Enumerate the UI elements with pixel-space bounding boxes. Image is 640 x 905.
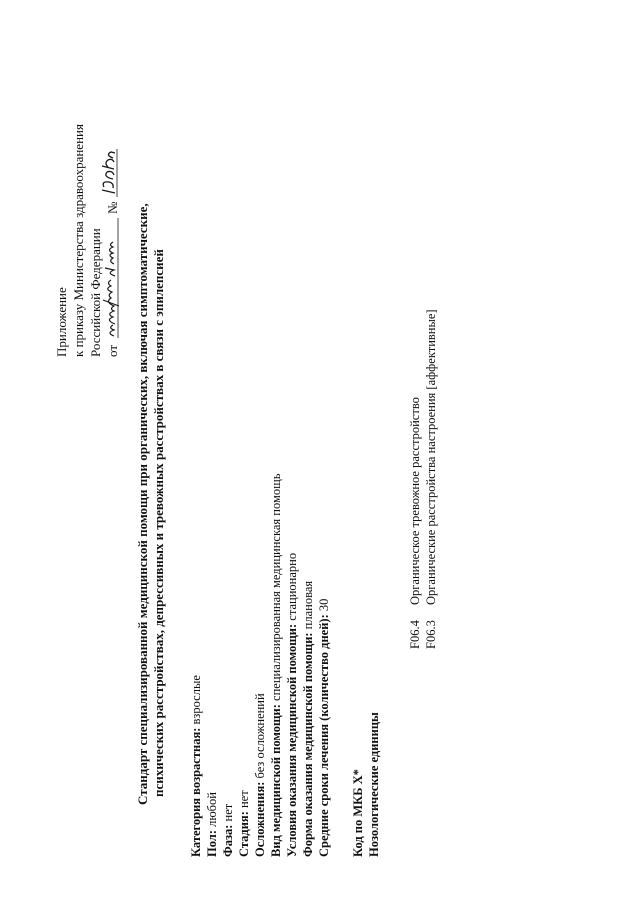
param-value: любой	[205, 792, 219, 831]
param-age-category	[190, 675, 203, 857]
icd-code: F06.3	[424, 620, 438, 649]
icd-header-nosology: Нозологические единицы	[367, 712, 381, 857]
icd-name: Органическое тревожное расстройство	[408, 397, 422, 605]
standard-title-line-1: Стандарт специализированной медицинской помощи при органических, включая симптоматические,	[135, 203, 150, 805]
icd-header-code: Код по МКБ X*	[351, 769, 365, 857]
param-label: Условия оказания медицинской помощи:	[285, 623, 299, 857]
param-care-conditions	[286, 553, 299, 857]
param-label: Пол:	[205, 830, 219, 857]
param-label: Осложнения:	[253, 781, 267, 857]
appendix-federation-line: Российской Федерации	[88, 228, 103, 357]
param-label: Вид медицинской помощи:	[269, 704, 283, 857]
appendix-number-sign: №	[105, 201, 120, 214]
param-value: взрослые	[189, 675, 203, 728]
handwritten-number	[98, 147, 120, 197]
param-complications	[254, 693, 267, 857]
param-value: без осложнений	[253, 693, 267, 782]
param-phase	[222, 804, 235, 857]
param-treatment-duration	[318, 599, 331, 857]
param-label: Фаза:	[221, 824, 235, 857]
param-value: 30	[317, 598, 331, 615]
appendix-title: Приложение	[54, 287, 69, 357]
param-sex	[206, 792, 219, 857]
param-label: Форма оказания медицинской помощи:	[301, 632, 315, 857]
param-value: стационарно	[285, 552, 299, 624]
param-label: Категория возрастная:	[189, 727, 203, 857]
param-value: плановая	[301, 580, 315, 633]
standard-title-line-2: психических расстройствах, депрессивных и тревожных расстройствах в связи с эпилепсией	[151, 249, 166, 797]
appendix-order-line: к приказу Министерства здравоохранения	[71, 124, 86, 357]
icd-name: Органические расстройства настроения [аффективные]	[424, 309, 438, 605]
handwritten-date-signature	[100, 215, 122, 340]
param-care-type	[270, 474, 283, 857]
param-stage	[238, 790, 251, 857]
param-label: Стадия:	[237, 811, 251, 857]
appendix-date-prefix: от	[105, 344, 120, 357]
param-value: нет	[237, 790, 251, 812]
param-label: Средние сроки лечения (количество дней):	[317, 614, 331, 857]
param-value: специализированная медицинская помощь	[269, 473, 283, 705]
param-care-form	[302, 581, 315, 857]
param-value: нет	[221, 803, 235, 825]
icd-code: F06.4	[408, 620, 422, 649]
